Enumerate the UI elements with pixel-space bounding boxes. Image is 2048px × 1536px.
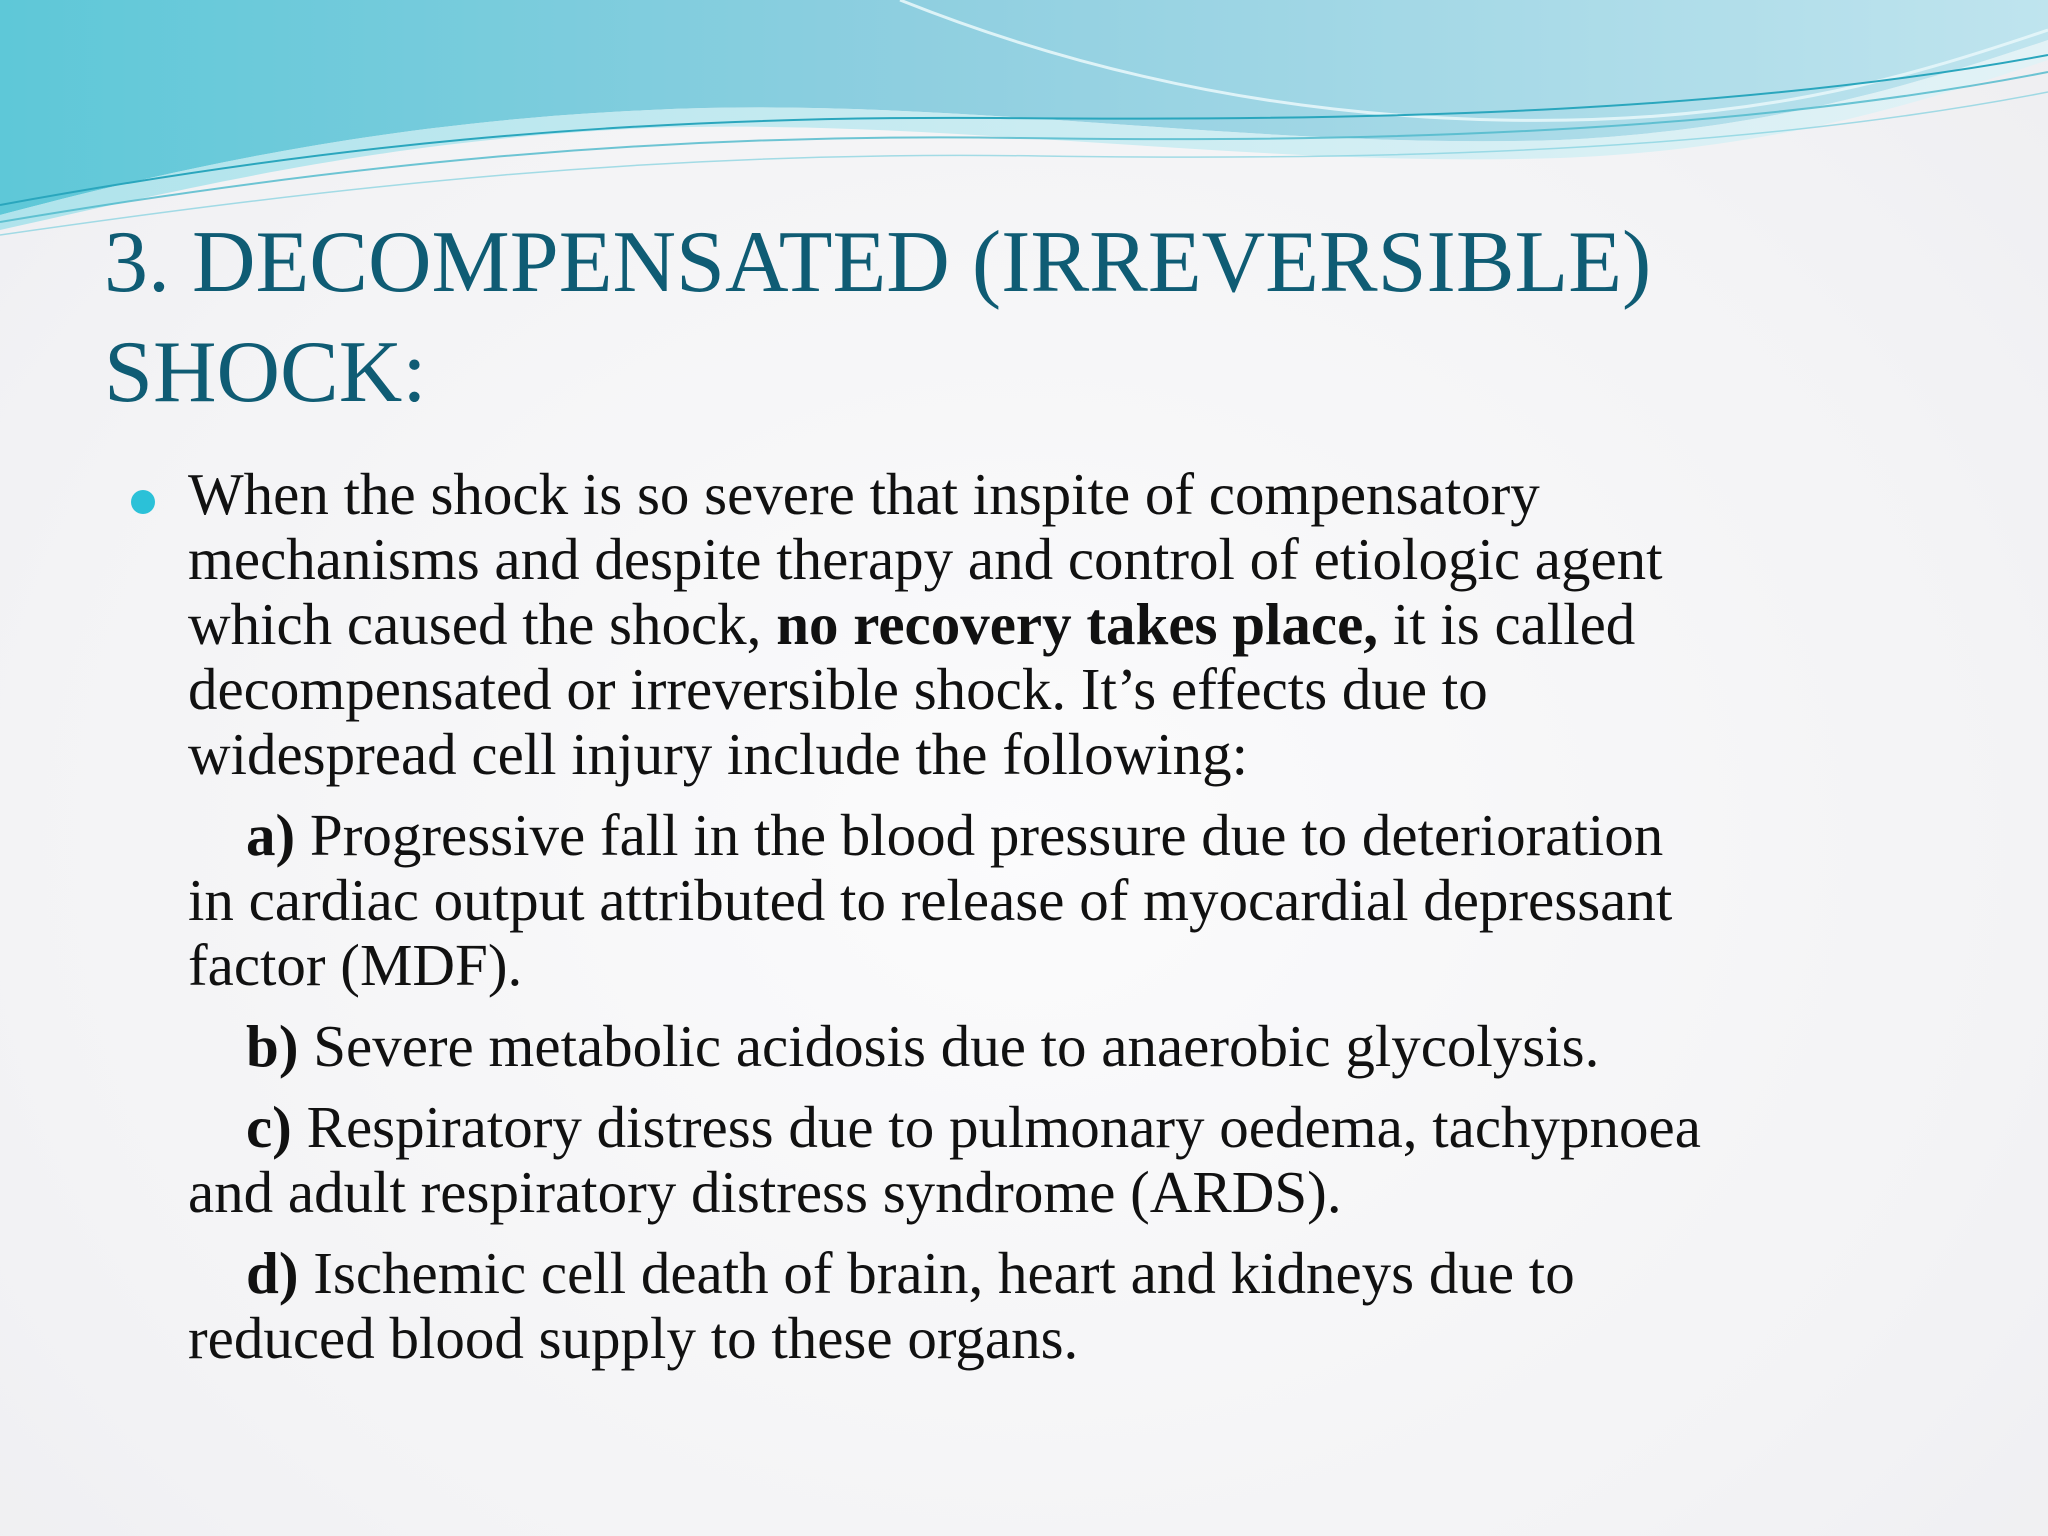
item-line: factor (MDF).	[188, 932, 523, 998]
item-line: and adult respiratory distress syndrome (ARDS).	[188, 1159, 1342, 1225]
item-text: Respiratory distress due to pulmonary oedema, tachypnoea	[291, 1094, 1701, 1160]
list-item-d	[188, 1241, 1988, 1371]
item-line	[188, 803, 1988, 868]
slide-title	[104, 208, 1964, 428]
item-text: Ischemic cell death of brain, heart and kidneys due to	[298, 1240, 1575, 1306]
list-item-a	[188, 803, 1988, 998]
item-line	[188, 1095, 1988, 1160]
bullet-dot-icon	[131, 490, 155, 514]
item-line	[188, 1014, 1988, 1079]
item-label: a)	[246, 802, 296, 868]
intro-emphasis: no recovery takes place,	[776, 591, 1379, 657]
item-label: c)	[246, 1094, 292, 1160]
item-line	[188, 1241, 1988, 1306]
slide-body	[188, 462, 1988, 1371]
item-text: Progressive fall in the blood pressure due to deterioration	[295, 802, 1664, 868]
item-line: reduced blood supply to these organs.	[188, 1305, 1079, 1371]
item-line: in cardiac output attributed to release of myocardial depressant	[188, 867, 1673, 933]
intro-line: widespread cell injury include the following:	[188, 721, 1249, 787]
intro-paragraph	[188, 462, 1988, 787]
item-label: b)	[246, 1013, 299, 1079]
slide-title-line-1: 3. DECOMPENSATED (IRREVERSIBLE)	[104, 214, 1652, 311]
intro-text: it is called	[1378, 591, 1636, 657]
intro-line: decompensated or irreversible shock. It’s effects due to	[188, 656, 1488, 722]
intro-line: When the shock is so severe that inspite of compensatory	[188, 461, 1540, 527]
intro-text: which caused the shock,	[188, 591, 777, 657]
intro-line	[188, 592, 1988, 657]
list-item-b	[188, 1014, 1988, 1079]
item-text: Severe metabolic acidosis due to anaerobic glycolysis.	[298, 1013, 1600, 1079]
intro-line: mechanisms and despite therapy and control of etiologic agent	[188, 526, 1663, 592]
list-item-c	[188, 1095, 1988, 1225]
slide-title-line-2: SHOCK:	[104, 324, 427, 421]
item-label: d)	[246, 1240, 299, 1306]
